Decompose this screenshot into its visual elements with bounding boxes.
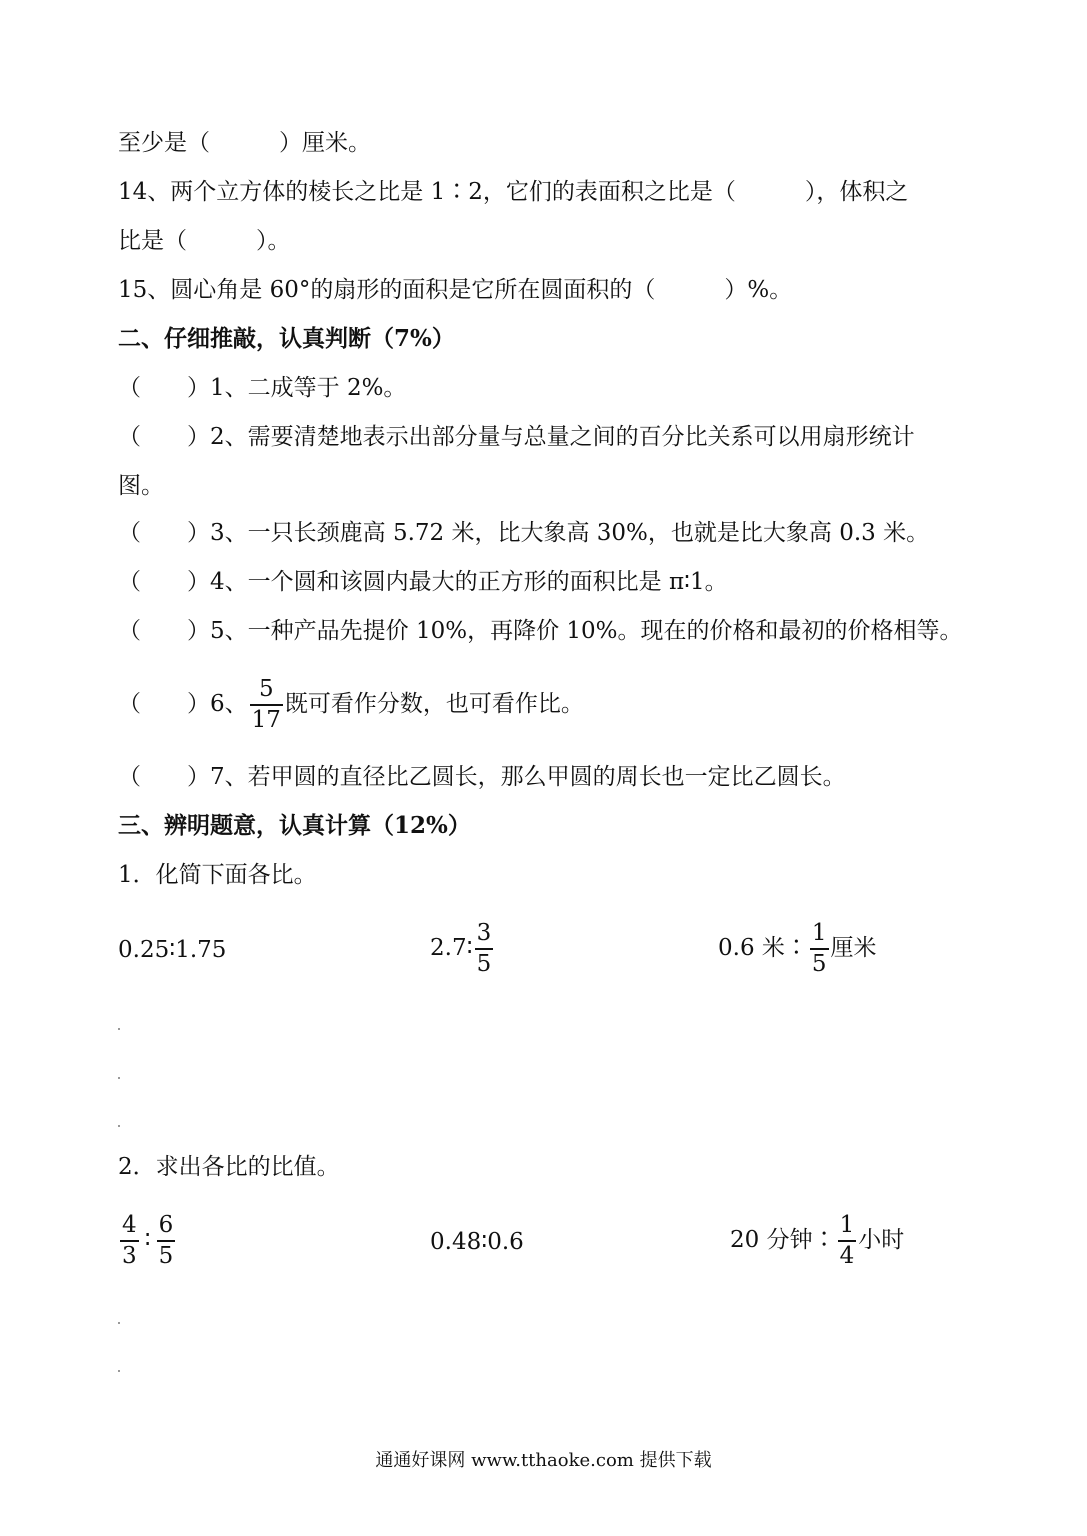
ratio-separator: ∶ bbox=[144, 1227, 151, 1253]
fraction-denominator: 5 bbox=[810, 948, 829, 976]
judge-item-6-prefix: （ ）6、 bbox=[118, 691, 248, 717]
fraction-1-4 bbox=[838, 1214, 857, 1268]
ratio-c-unit: 厘米 bbox=[830, 935, 877, 961]
fraction-numerator: 5 bbox=[258, 676, 274, 702]
fraction-3-5 bbox=[475, 922, 494, 976]
fraction-1-5 bbox=[810, 922, 829, 976]
fraction-denominator: 5 bbox=[157, 1240, 176, 1268]
q1-ratio-b bbox=[430, 920, 495, 976]
fraction-5-17 bbox=[250, 678, 283, 732]
q2-ratio-a bbox=[118, 1212, 177, 1268]
q13-continuation: 至少是（ ）厘米。 bbox=[118, 130, 371, 156]
q15: 15、圆心角是 60°的扇形的面积是它所在圆面积的（ ）%。 bbox=[118, 277, 793, 303]
q1-ratio-a: 0.25∶1.75 bbox=[118, 937, 227, 963]
ratio-b-prefix: 2.7∶ bbox=[430, 935, 473, 961]
margin-dot bbox=[118, 1125, 120, 1127]
judge-item-2-cont: 图。 bbox=[118, 473, 164, 499]
fraction-denominator: 4 bbox=[838, 1240, 857, 1268]
q14-line1: 14、两个立方体的棱长之比是 1∶2，它们的表面积之比是（ ），体积之 bbox=[118, 179, 909, 205]
q1-title: 1．化简下面各比。 bbox=[118, 862, 317, 888]
judge-item-2: （ ）2、需要清楚地表示出部分量与总量之间的百分比关系可以用扇形统计 bbox=[118, 424, 915, 450]
fraction-4-3 bbox=[120, 1214, 139, 1268]
section2-title: 二、仔细推敲，认真判断（7%） bbox=[118, 325, 455, 352]
fraction-numerator: 6 bbox=[158, 1212, 174, 1238]
margin-dot bbox=[118, 1322, 120, 1324]
fraction-denominator: 3 bbox=[120, 1240, 139, 1268]
fraction-numerator: 3 bbox=[476, 920, 492, 946]
q14-line2: 比是（ ）。 bbox=[118, 228, 291, 254]
section3-title: 三、辨明题意，认真计算（12%） bbox=[118, 812, 471, 839]
fraction-6-5 bbox=[157, 1214, 176, 1268]
judge-item-5: （ ）5、一种产品先提价 10%，再降价 10%。现在的价格和最初的价格相等。 bbox=[118, 618, 963, 644]
judge-item-7: （ ）7、若甲圆的直径比乙圆长，那么甲圆的周长也一定比乙圆长。 bbox=[118, 764, 846, 790]
judge-item-6-text: 既可看作分数，也可看作比。 bbox=[284, 691, 584, 717]
q2-ratio-c bbox=[730, 1212, 904, 1268]
footer-watermark: 通通好课网 www.tthaoke.com 提供下载 bbox=[375, 1450, 712, 1471]
q2-title: 2．求出各比的比值。 bbox=[118, 1154, 340, 1180]
fraction-numerator: 1 bbox=[839, 1212, 855, 1238]
q1-ratio-c bbox=[718, 920, 877, 976]
margin-dot bbox=[118, 1077, 120, 1079]
fraction-numerator: 4 bbox=[122, 1212, 137, 1238]
judge-item-1: （ ）1、二成等于 2%。 bbox=[118, 375, 407, 401]
fraction-numerator: 1 bbox=[811, 920, 827, 946]
ratio-c-prefix: 20 分钟∶ bbox=[730, 1227, 836, 1253]
fraction-denominator: 17 bbox=[250, 704, 283, 732]
fraction-denominator: 5 bbox=[475, 948, 494, 976]
q2-ratio-b: 0.48∶0.6 bbox=[430, 1229, 524, 1255]
ratio-c-prefix: 0.6 米∶ bbox=[718, 935, 808, 961]
judge-item-6 bbox=[118, 676, 584, 732]
margin-dot bbox=[118, 1028, 120, 1030]
judge-item-3: （ ）3、一只长颈鹿高 5.72 米，比大象高 30%，也就是比大象高 0.3 米。 bbox=[118, 520, 930, 546]
ratio-c-unit: 小时 bbox=[858, 1227, 905, 1253]
judge-item-4: （ ）4、一个圆和该圆内最大的正方形的面积比是 π∶1。 bbox=[118, 569, 728, 595]
margin-dot bbox=[118, 1370, 120, 1372]
